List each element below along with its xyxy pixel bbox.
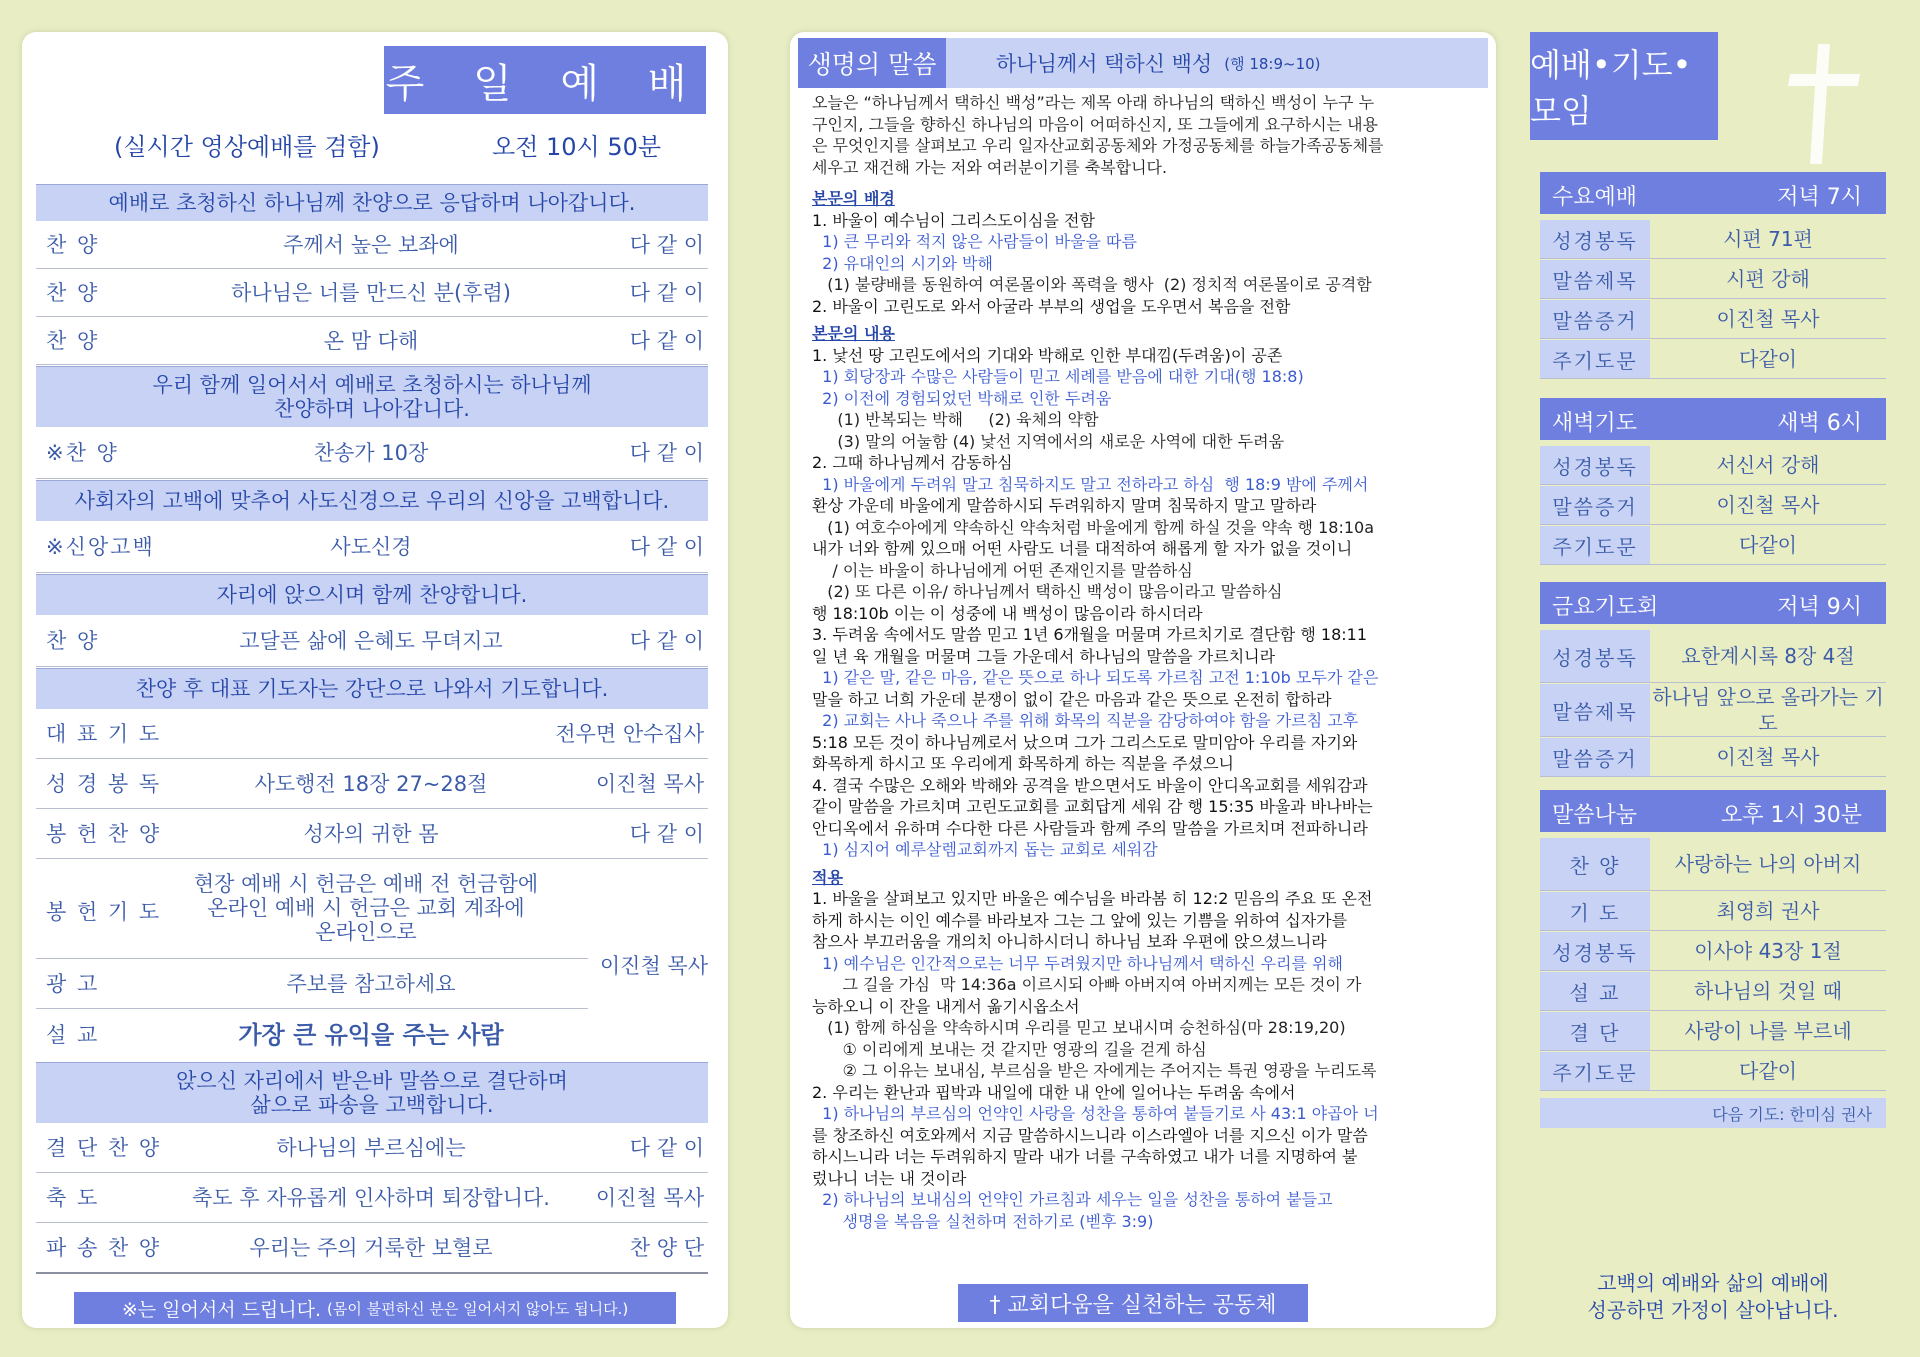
note-line: 1) 같은 말, 같은 마음, 같은 뜻으로 하나 되도록 가르침 고전 1:10b 모두가 같은 <box>812 668 1379 687</box>
order-row: 찬 양 주께서 높은 보좌에 다 같 이 <box>36 222 708 269</box>
word-ref: (행 18:9~10) <box>1224 54 1321 73</box>
note-line: 하게 하시는 이인 예수를 바라보자 그는 그 앞에 있는 기쁨을 위하여 십자가를 <box>812 910 1348 930</box>
note-line: 를 창조하신 여호와께서 지금 말씀하시느니라 이스라엘아 너를 지으신 이가 말씀 <box>812 1125 1368 1145</box>
note-line: 2) 교회는 사나 죽으나 주를 위해 화목의 직분을 감당하여야 함을 가르침 고후 <box>812 711 1359 730</box>
section-heading: 본문의 배경 <box>812 189 895 208</box>
note-line: 1) 큰 무리와 적지 않은 사람들이 바울을 따름 <box>812 232 1137 251</box>
sermon-title: 가장 큰 유익을 주는 사람 <box>238 1021 504 1049</box>
section-header: 금요기도회 저녁 9시 <box>1540 582 1886 624</box>
intro-line: 은 무엇인지를 살펴보고 우리 일자산교회공동체와 가정공동체를 하늘가족공동체를 <box>812 136 1384 155</box>
note-line: 환상 가운데 바울에게 말씀하시되 두려워하지 말며 침묵하지 말고 말하라 <box>812 496 1317 515</box>
note-line: 능하오니 이 잔을 내게서 옮기시옵소서 <box>812 996 1080 1016</box>
meeting-row: 성경봉독 서신서 강해 <box>1540 446 1886 485</box>
meeting-row: 말씀제목 시편 강해 <box>1540 260 1886 299</box>
meeting-row: 말씀증거 이진철 목사 <box>1540 300 1886 339</box>
slogan: 고백의 예배와 삶의 예배에 성공하면 가정이 살아납니다. <box>1587 1271 1839 1322</box>
note-line: (1) 반복되는 박해 (2) 육체의 약함 <box>812 410 1099 429</box>
note-line: 5:18 모든 것이 하나님께로서 났으며 그가 그리스도로 말미암아 우리를 자기와 <box>812 732 1358 752</box>
band-prayer: 찬양 후 대표 기도자는 강단으로 나와서 기도합니다. <box>36 668 708 709</box>
note-line: 4. 결국 수많은 오해와 박해와 공격을 받으면서도 바울이 안디옥교회를 세워감과 <box>812 775 1368 795</box>
meeting-row: 주기도문 다같이 <box>1540 340 1886 379</box>
word-label: 생명의 말씀 <box>798 38 946 88</box>
note-line: 1) 바울에게 두려워 말고 침묵하지도 말고 전하라고 하심 행 18:9 밤에 주께서 <box>812 474 1369 494</box>
offering-row: 봉 헌 기 도 현장 예배 시 헌금은 예배 전 헌금함에 온라인 예배 시 헌금은 교회 계좌에 온라인으로 <box>36 860 588 959</box>
intro-line: 오늘은 “하나님께서 택하신 백성”라는 제목 아래 하나님의 택하신 백성이 누구 누 <box>812 93 1375 112</box>
order-row: 대 표 기 도 전우면 안수집사 <box>36 710 708 759</box>
intro-line: 세우고 재건해 가는 저와 여러분이기를 축복합니다. <box>812 157 1168 177</box>
note-line: 일 년 육 개월을 머물며 그들 가운데서 하나님의 말씀을 가르치니라 <box>812 646 1276 666</box>
meeting-row: 기 도 최영희 권사 <box>1540 892 1886 931</box>
note-line: 그 길을 가심 막 14:36a 이르시되 아빠 아버지여 아버지께는 모든 것이 가 <box>812 975 1362 994</box>
note-line: 렀나니 너는 내 것이라 <box>812 1168 967 1188</box>
meeting-row: 성경봉독 요한계시록 8장 4절 <box>1540 630 1886 683</box>
note-line: 1) 회당장과 수많은 사람들이 믿고 세례를 받음에 대한 기대(행 18:8) <box>812 367 1304 386</box>
band-creed: 사회자의 고백에 맞추어 사도신경으로 우리의 신앙을 고백합니다. <box>36 480 708 521</box>
order-row: ※신앙고백 사도신경 다 같 이 <box>36 522 708 573</box>
note-line: 1) 심지어 예루살렘교회까지 돕는 교회로 세워감 <box>812 840 1158 859</box>
meetings-title: 예배•기도•모임 <box>1530 32 1718 140</box>
order-row: 광 고 주보를 참고하세요 <box>36 960 588 1009</box>
note-line: / 이는 바울이 하나님에게 어떤 존재인지를 말씀하심 <box>812 560 1193 580</box>
word-title-bar <box>946 38 1488 88</box>
sunday-worship-panel <box>22 32 728 1328</box>
note-line: 2. 우리는 환난과 핍박과 내일에 대한 내 안에 일어나는 두려움 속에서 <box>812 1082 1296 1102</box>
meeting-row: 말씀증거 이진철 목사 <box>1540 486 1886 525</box>
band-sit: 자리에 앉으시며 함께 찬양합니다. <box>36 574 708 615</box>
section-header: 새벽기도 새벽 6시 <box>1540 398 1886 440</box>
sermon-leader: 이진철 목사 <box>599 954 708 978</box>
order-row: 찬 양 하나님은 너를 만드신 분(후렴) 다 같 이 <box>36 270 708 317</box>
note-line: 생명을 복음을 실천하며 전하기로 (벧후 3:9) <box>812 1211 1154 1231</box>
order-row: 설 교 가장 큰 유익을 주는 사람 <box>36 1010 588 1060</box>
note-line: 2) 하나님의 보내심의 언약인 가르침과 세우는 일을 성찬을 통하여 붙들고 <box>812 1190 1333 1209</box>
meeting-row: 주기도문 다같이 <box>1540 526 1886 565</box>
note-line: 1) 하나님의 부르심의 언약인 사랑을 성찬을 통하여 붙들기로 사 43:1 야곱아 너 <box>812 1104 1379 1123</box>
cross-icon <box>1788 44 1860 164</box>
note-line: 같이 말씀을 가르치며 고린도교회를 교회답게 세워 감 행 15:35 바울과 바나바는 <box>812 797 1373 816</box>
note-line: 화목하게 하시고 또 우리에게 화목하게 하는 직분을 주셨으니 <box>812 754 1235 773</box>
order-row: 파 송 찬 양 우리는 주의 거룩한 보혈로 찬 양 단 <box>36 1224 708 1274</box>
band-stand: 우리 함께 일어서서 예배로 초청하시는 하나님께 찬양하며 나아갑니다. <box>36 366 708 427</box>
note-line: 1. 바울이 예수님이 그리스도이심을 전함 <box>812 210 1095 230</box>
band-invite: 예배로 초청하신 하나님께 찬양으로 응답하며 나아갑니다. <box>36 184 708 221</box>
note-line: (1) 여호수아에게 약속하신 약속처럼 바울에게 함께 하실 것을 약속 행 18:10a <box>812 517 1375 537</box>
worship-time: 오전 10시 50분 <box>492 133 662 161</box>
note-line: 1. 바울을 살펴보고 있지만 바울은 예수님을 바라봄 히 12:2 믿음의 주요 또 온전 <box>812 889 1373 908</box>
note-line: 행 18:10b 이는 이 성중에 내 백성이 많음이라 하시더라 <box>812 603 1203 623</box>
word-notes <box>812 188 1482 1232</box>
meeting-row: 결 단 사랑이 나를 부르네 <box>1540 1012 1886 1051</box>
note-line: (1) 함께 하심을 약속하시며 우리를 믿고 보내시며 승천하심(마 28:19,20) <box>812 1018 1346 1037</box>
order-row: 축 도 축도 후 자유롭게 인사하며 퇴장합니다. 이진철 목사 <box>36 1174 708 1223</box>
church-motto: † 교회다움을 실천하는 공동체 <box>958 1284 1308 1322</box>
band-send: 앉으신 자리에서 받은바 말씀으로 결단하며 삶으로 파송을 고백합니다. <box>36 1062 708 1123</box>
note-line: 2. 그때 하나님께서 감동하심 <box>812 453 1013 472</box>
note-line: 1) 예수님은 인간적으로는 너무 두려웠지만 하나님께서 택하신 우리를 위해 <box>812 953 1343 973</box>
live-note: (실시간 영상예배를 겸함) <box>114 133 380 161</box>
note-line: 안디옥에서 유하며 수다한 다른 사람들과 함께 주의 말씀을 가르치며 전파하니라 <box>812 818 1368 838</box>
note-line: 2. 바울이 고린도로 와서 아굴라 부부의 생업을 도우면서 복음을 전함 <box>812 296 1291 316</box>
order-row: 찬 양 고달픈 삶에 은혜도 무뎌지고 다 같 이 <box>36 616 708 667</box>
note-line: 2) 이전에 경험되었던 박해로 인한 두려움 <box>812 388 1112 408</box>
sunday-title: 주 일 예 배 <box>384 46 706 114</box>
note-line: 하시느니라 너는 두려워하지 말라 내가 너를 구속하였고 내가 너를 지명하여 불 <box>812 1147 1358 1166</box>
meeting-row: 성경봉독 이사야 43장 1절 <box>1540 932 1886 971</box>
meeting-row: 말씀제목 하나님 앞으로 올라가는 기도 <box>1540 684 1886 737</box>
sermon-notes-panel <box>790 32 1496 1328</box>
note-line: 2) 유대인의 시기와 박해 <box>812 253 993 273</box>
order-row: 찬 양 온 맘 다해 다 같 이 <box>36 318 708 365</box>
section-heading: 본문의 내용 <box>812 324 895 343</box>
word-intro <box>812 92 1482 178</box>
section-header: 말씀나눔 오후 1시 30분 <box>1540 790 1886 832</box>
note-line: (2) 또 다른 이유/ 하나님께서 택하신 백성이 많음이라고 말씀하심 <box>812 582 1283 601</box>
word-title: 하나님께서 택하신 백성 <box>996 52 1213 76</box>
note-line: (1) 불량배를 동원하여 여론몰이와 폭력을 행사 (2) 정치적 여론몰이로 공격함 <box>812 275 1372 294</box>
note-line: (3) 말의 어눌함 (4) 낯선 지역에서의 새로운 사역에 대한 두려움 <box>812 431 1285 451</box>
meeting-row: 성경봉독 시편 71편 <box>1540 220 1886 259</box>
note-line: 3. 두려움 속에서도 말씀 믿고 1년 6개월을 머물며 가르치기로 결단함 행 18:11 <box>812 625 1367 644</box>
note-line: ② 그 이유는 보내심, 부르심을 받은 자에게는 주어지는 특권 영광을 누리도록 <box>812 1061 1377 1080</box>
meeting-row: 주기도문 다같이 <box>1540 1052 1886 1091</box>
order-row: ※찬 양 찬송가 10장 다 같 이 <box>36 428 708 479</box>
order-row: 봉 헌 찬 양 성자의 귀한 몸 다 같 이 <box>36 810 708 859</box>
standing-note: ※는 일어서서 드립니다. (몸이 불편하신 분은 일어서지 않아도 됩니다.) <box>74 1292 676 1324</box>
section-heading: 적용 <box>812 867 843 887</box>
meeting-row: 말씀증거 이진철 목사 <box>1540 738 1886 777</box>
note-line: 참으사 부끄러움을 개의치 아니하시더니 하나님 보좌 우편에 앉으셨느니라 <box>812 932 1327 951</box>
order-row: 결 단 찬 양 하나님의 부르심에는 다 같 이 <box>36 1124 708 1173</box>
meeting-row: 찬 양 사랑하는 나의 아버지 <box>1540 838 1886 891</box>
next-prayer: 다음 기도: 한미심 권사 <box>1540 1098 1886 1128</box>
note-line: 1. 낯선 땅 고린도에서의 기대와 박해로 인한 부대낌(두려움)이 공존 <box>812 345 1283 365</box>
section-header: 수요예배 저녁 7시 <box>1540 172 1886 214</box>
meeting-row: 설 교 하나님의 것일 때 <box>1540 972 1886 1011</box>
note-line: ① 이리에게 보내는 것 같지만 영광의 길을 걷게 하심 <box>812 1039 1207 1059</box>
order-row: 성 경 봉 독 사도행전 18장 27~28절 이진철 목사 <box>36 760 708 809</box>
note-line: 내가 너와 함께 있으매 어떤 사람도 너를 대적하여 해롭게 할 자가 없을 것이니 <box>812 539 1353 558</box>
intro-line: 구인지, 그들을 향하신 하나님의 마음이 어떠하신지, 또 그들에게 요구하시는 내용 <box>812 114 1378 134</box>
note-line: 말을 하고 너희 가운데 분쟁이 없이 같은 마음과 같은 뜻으로 온전히 합하라 <box>812 689 1332 709</box>
